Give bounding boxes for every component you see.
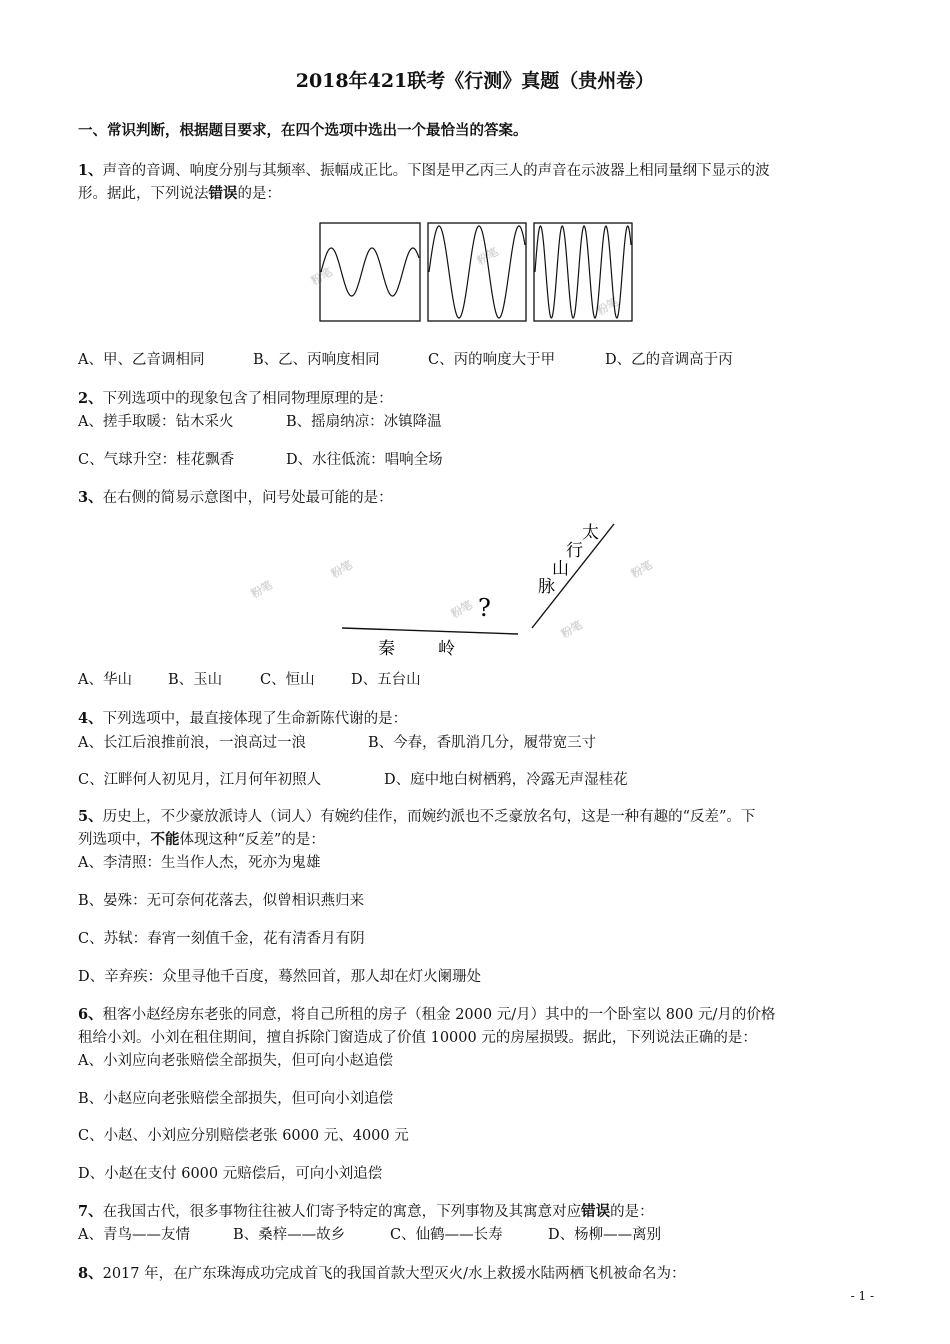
taihang-line bbox=[532, 524, 614, 628]
question-text: 下列选项中，最直接体现了生命新陈代谢的是： bbox=[102, 711, 408, 727]
question-text: 的是： bbox=[610, 1204, 654, 1220]
emphasis-text: 错误 bbox=[208, 185, 238, 202]
options-q4-row1 bbox=[78, 731, 596, 752]
option-b: B、桑梓——故乡 bbox=[233, 1227, 346, 1243]
question-text: 体现这种“反差”的是： bbox=[179, 832, 325, 848]
emphasis-text: 不能 bbox=[150, 831, 180, 848]
option-c: C、江畔何人初见月，江月何年初照人 bbox=[78, 772, 322, 788]
question-text: 租客小赵经房东老张的同意，将自己所租的房子（租金 2000 元/月）其中的一个卧室以 800 元/月的价格 bbox=[102, 1007, 776, 1023]
option-d: D、辛弃疾：众里寻他千百度，蓦然回首，那人却在灯火阑珊处 bbox=[78, 969, 482, 985]
option-a: A、青鸟——友情 bbox=[78, 1227, 190, 1243]
taihang-char-1: 太 bbox=[582, 523, 599, 543]
question-2 bbox=[78, 387, 393, 408]
qinling-char-1: 秦 bbox=[378, 639, 395, 659]
question-text: 2017 年，在广东珠海成功完成首飞的我国首款大型灭火/水上救援水陆两栖飞机被命名为： bbox=[102, 1266, 686, 1282]
question-text: 在我国古代，很多事物往往被人们寄予特定的寓意，下列事物及其寓意对应 bbox=[102, 1204, 582, 1220]
qinling-line bbox=[342, 628, 518, 634]
options-q4-row2 bbox=[78, 768, 628, 789]
question-4 bbox=[78, 707, 407, 728]
option-c: C、苏轼：春宵一刻值千金，花有清香月有阴 bbox=[78, 931, 365, 947]
option-d: D、杨柳——离别 bbox=[548, 1227, 662, 1243]
option-c: C、小赵、小刘应分别赔偿老张 6000 元、4000 元 bbox=[78, 1128, 409, 1144]
waveform-jia bbox=[321, 248, 419, 296]
options-q3 bbox=[78, 668, 421, 689]
oscilloscope-screen-yi bbox=[428, 223, 526, 321]
question-number: 7、 bbox=[78, 1203, 103, 1220]
question-5-line2 bbox=[78, 828, 325, 849]
question-number: 5、 bbox=[78, 808, 103, 825]
taihang-char-4: 脉 bbox=[538, 577, 555, 597]
option-a: A、甲、乙音调相同 bbox=[78, 352, 205, 368]
option-a: A、小刘应向老张赔偿全部损失，但可向小赵追偿 bbox=[78, 1053, 393, 1069]
watermarks bbox=[248, 557, 655, 641]
watermark-text: 粉笔 bbox=[595, 295, 621, 318]
map-sketch bbox=[234, 508, 720, 662]
question-text: 声音的音调、响度分别与其频率、振幅成正比。下图是甲乙丙三人的声音在示波器上相同量纲下显示的波 bbox=[102, 163, 770, 179]
option-a: A、搓手取暖：钻木采火 bbox=[78, 414, 234, 430]
option-c: C、恒山 bbox=[260, 672, 315, 688]
option-c: C、丙的响度大于甲 bbox=[428, 352, 556, 368]
option-a: A、华山 bbox=[78, 672, 132, 688]
options-q7 bbox=[78, 1223, 661, 1244]
question-8 bbox=[78, 1262, 686, 1283]
option-b: B、玉山 bbox=[168, 672, 223, 688]
question-1-line2 bbox=[78, 182, 281, 203]
section-heading: 一、常识判断，根据题目要求，在四个选项中选出一个最恰当的答案。 bbox=[78, 122, 528, 139]
question-6 bbox=[78, 1003, 775, 1024]
question-5 bbox=[78, 805, 755, 826]
question-6-line2: 租给小刘。小刘在租住期间，擅自拆除门窗造成了价值 10000 元的房屋损毁。据此，下列说法正确的是： bbox=[78, 1030, 757, 1046]
question-text: 列选项中， bbox=[78, 832, 151, 848]
question-number: 8、 bbox=[78, 1265, 103, 1282]
question-3 bbox=[78, 486, 393, 507]
option-c: C、仙鹤——长寿 bbox=[390, 1227, 503, 1243]
option-b: B、今春，香肌消几分，履带宽三寸 bbox=[368, 735, 597, 751]
question-7 bbox=[78, 1200, 654, 1221]
question-number: 6、 bbox=[78, 1006, 103, 1023]
option-b: B、摇扇纳凉：冰镇降温 bbox=[286, 414, 442, 430]
question-text: 的是： bbox=[237, 186, 281, 202]
watermark-text: 粉笔 bbox=[449, 598, 475, 621]
option-b: B、晏殊：无可奈何花落去，似曾相识燕归来 bbox=[78, 893, 365, 909]
option-b: B、小赵应向老张赔偿全部损失，但可向小刘追偿 bbox=[78, 1091, 394, 1107]
option-a: A、李清照：生当作人杰，死亦为鬼雄 bbox=[78, 855, 321, 871]
oscilloscope-screen-jia bbox=[320, 223, 420, 321]
question-1 bbox=[78, 159, 770, 180]
option-d: D、小赵在支付 6000 元赔偿后，可向小刘追偿 bbox=[78, 1166, 383, 1182]
options-q2-row1 bbox=[78, 410, 442, 431]
question-mark: ? bbox=[478, 594, 491, 622]
option-d: D、庭中地白树栖鸦，冷露无声湿桂花 bbox=[384, 772, 628, 788]
waveform-yi bbox=[429, 226, 525, 318]
question-text: 在右侧的简易示意图中，问号处最可能的是： bbox=[102, 490, 393, 506]
taihang-char-2: 行 bbox=[566, 541, 583, 561]
watermark-text: 粉笔 bbox=[559, 618, 585, 641]
watermark-text: 粉笔 bbox=[329, 558, 355, 581]
qinling-char-2: 岭 bbox=[438, 639, 455, 659]
page-title: 2018年421联考《行测》真题（贵州卷） bbox=[295, 70, 655, 92]
option-d: D、乙的音调高于丙 bbox=[605, 352, 733, 368]
watermark-text: 粉笔 bbox=[475, 245, 501, 268]
oscilloscope-figure bbox=[300, 205, 648, 339]
taihang-char-3: 山 bbox=[552, 559, 569, 579]
option-c: C、气球升空：桂花飘香 bbox=[78, 452, 235, 468]
option-a: A、长江后浪推前浪，一浪高过一浪 bbox=[78, 735, 306, 751]
question-number: 3、 bbox=[78, 489, 103, 506]
options-q1 bbox=[78, 348, 733, 369]
watermark-text: 粉笔 bbox=[309, 265, 335, 288]
question-text: 历史上，不少豪放派诗人（词人）有婉约佳作，而婉约派也不乏豪放名句，这是一种有趣的“反差”。下 bbox=[102, 809, 756, 825]
question-text: 形。据此，下列说法 bbox=[78, 186, 209, 202]
watermark-text: 粉笔 bbox=[629, 558, 655, 581]
option-d: D、水往低流：唱响全场 bbox=[286, 452, 443, 468]
question-text: 下列选项中的现象包含了相同物理原理的是： bbox=[102, 391, 393, 407]
page-number: - 1 - bbox=[850, 1289, 874, 1303]
option-d: D、五台山 bbox=[351, 672, 421, 688]
question-number: 1、 bbox=[78, 162, 103, 179]
option-b: B、乙、丙响度相同 bbox=[253, 352, 380, 368]
question-number: 2、 bbox=[78, 390, 103, 407]
question-number: 4、 bbox=[78, 710, 103, 727]
watermark-text: 粉笔 bbox=[249, 578, 275, 601]
emphasis-text: 错误 bbox=[581, 1203, 611, 1220]
options-q2-row2 bbox=[78, 448, 443, 469]
